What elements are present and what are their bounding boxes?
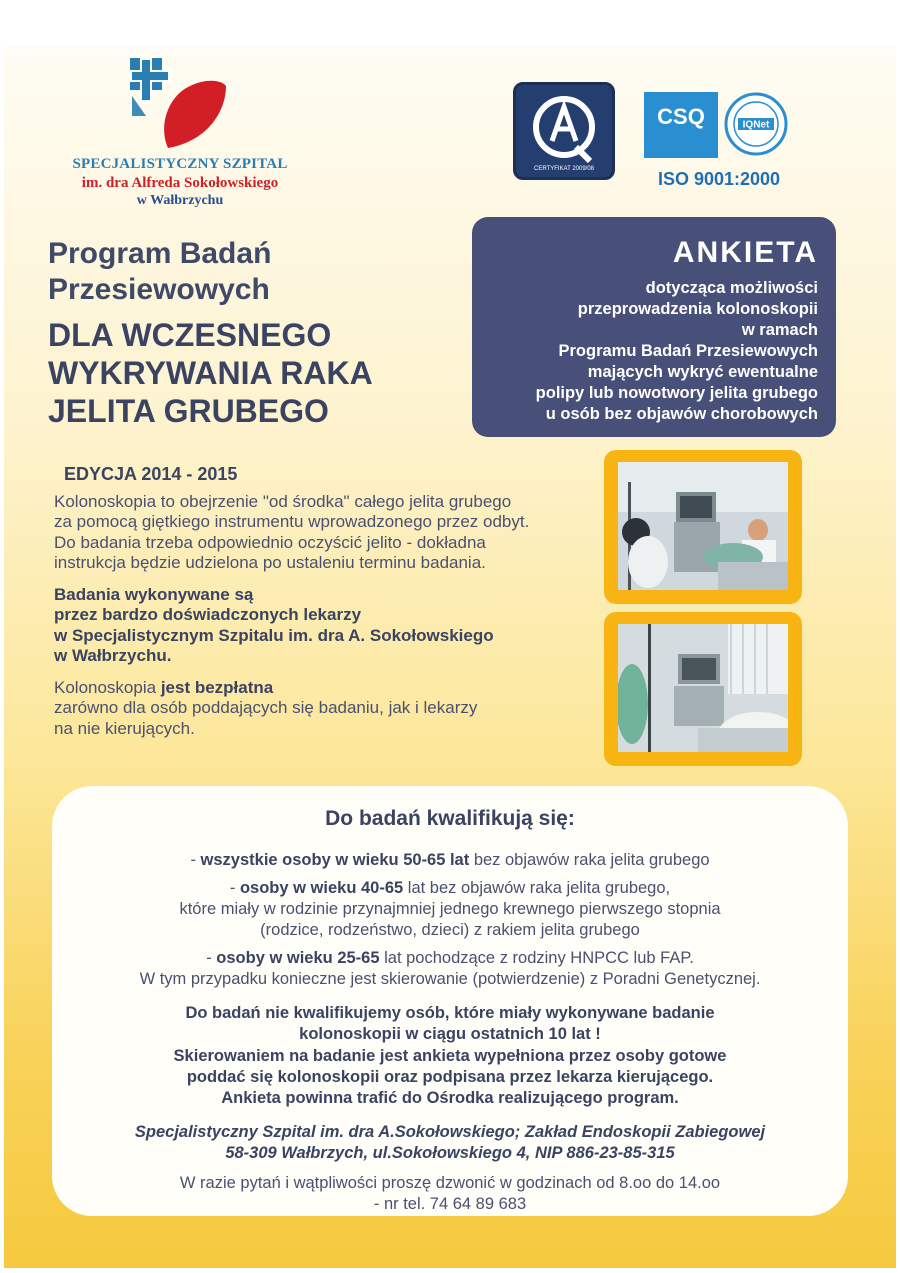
- title-line-2: Przesiewowych: [48, 273, 270, 306]
- item-bold: osoby w wieku 25-65: [216, 949, 380, 967]
- survey-description: [472, 278, 818, 425]
- hospital-city: w Wałbrzychu: [136, 193, 224, 208]
- qualification-item-line: które miały w rodzinie przynajmniej jednego krewnego pierwszego stopnia: [179, 900, 721, 918]
- title-line-5: JELITA GRUBEGO: [48, 393, 329, 429]
- contact-phone: - nr tel. 74 64 89 683: [373, 1195, 527, 1213]
- note-line: Do badań nie kwalifikujemy osób, które miały wykonywane badanie: [185, 1004, 715, 1022]
- item-text: lat pochodzące z rodziny HNPCC lub FAP.: [379, 949, 694, 967]
- description-line: Kolonoskopia to obejrzenie "od środka" całego jelita grubego: [54, 492, 512, 511]
- photo-image: [618, 462, 788, 590]
- survey-line: mających wykryć ewentualne: [587, 363, 818, 381]
- iso-label: ISO 9001:2000: [657, 169, 781, 189]
- survey-line: polipy lub nowotwory jelita grubego: [535, 384, 818, 402]
- title-line-1: Program Badań: [48, 237, 272, 270]
- address-line: Specjalistyczny Szpital im. dra A.Sokołowskiego; Zakład Endoskopii Zabiegowej: [134, 1123, 766, 1141]
- photo-endoscopy-room: [604, 450, 802, 604]
- doctors-line: Badania wykonywane są: [54, 585, 254, 604]
- note-line: poddać się kolonoskopii oraz podpisana przez lekarza kierującego.: [186, 1068, 714, 1086]
- qualification-title: Do badań kwalifikują się:: [325, 807, 575, 830]
- description-line: za pomocą giętkiego instrumentu wprowadzonego przez odbyt.: [54, 512, 530, 531]
- csq-label: CSQ: [657, 104, 705, 129]
- doctors-line: w Specjalistycznym Szpitalu im. dra A. Sokołowskiego: [54, 626, 494, 645]
- contact-line: W razie pytań i wątpliwości proszę dzwonić w godzinach od 8.oo do 14.oo: [179, 1174, 721, 1192]
- qualification-item-line: (rodzice, rodzeństwo, dzieci) z rakiem jelita grubego: [260, 921, 640, 939]
- note-line: kolonoskopii w ciągu ostatnich 10 lat !: [299, 1025, 601, 1043]
- doctors-line: w Wałbrzychu.: [54, 646, 172, 665]
- description-line: instrukcja będzie udzielona po ustaleniu terminu badania.: [54, 553, 486, 572]
- survey-title: ANKIETA: [672, 236, 818, 269]
- item-text: lat bez objawów raka jelita grubego,: [403, 879, 671, 897]
- certificate-label: CERTYFIKAT 2009/08: [533, 166, 595, 172]
- item-dash: -: [206, 949, 217, 967]
- survey-line: przeprowadzenia kolonoskopii: [577, 300, 818, 318]
- hospital-patron: im. dra Alfreda Sokołowskiego: [81, 175, 279, 191]
- survey-line: w ramach: [741, 321, 818, 339]
- iqnet-label: IQNet: [742, 119, 770, 131]
- free-line: [54, 678, 614, 699]
- item-dash: -: [190, 851, 201, 869]
- free-line: zarówno dla osób poddających się badaniu, jak i lekarzy: [54, 698, 478, 717]
- note-line: Skierowaniem na badanie jest ankieta wypełniona przez osoby gotowe: [173, 1047, 727, 1065]
- address-line: 58-309 Wałbrzych, ul.Sokołowskiego 4, NIP 886-23-85-315: [225, 1144, 675, 1162]
- description-line: Do badania trzeba odpowiednio oczyścić jelito - dokładna: [54, 533, 486, 552]
- qualification-item-line: W tym przypadku konieczne jest skierowanie (potwierdzenie) z Poradni Genetycznej.: [139, 970, 761, 988]
- note-line: Ankieta powinna trafić do Ośrodka realizującego program.: [221, 1089, 679, 1107]
- qualification-item: [52, 850, 848, 871]
- qualification-item: [52, 948, 848, 969]
- item-bold: wszystkie osoby w wieku 50-65 lat: [200, 851, 470, 869]
- hospital-name: SPECJALISTYCZNY SZPITAL: [72, 156, 288, 172]
- free-lead: Kolonoskopia: [54, 678, 161, 697]
- leaflet-page: [4, 46, 896, 1268]
- hospital-logo-icon: [128, 56, 228, 150]
- quality-q-icon: [516, 85, 612, 177]
- survey-line: u osób bez objawów chorobowych: [545, 405, 818, 423]
- qualification-item: [52, 878, 848, 899]
- title-line-4: WYKRYWANIA RAKA: [48, 355, 373, 391]
- free-line: na nie kierujących.: [54, 719, 195, 738]
- item-dash: -: [229, 879, 240, 897]
- photo-image: [618, 624, 788, 752]
- item-bold: osoby w wieku 40-65: [239, 879, 404, 897]
- edition-label: EDYCJA 2014 - 2015: [64, 464, 238, 484]
- item-text: bez objawów raka jelita grubego: [469, 851, 710, 869]
- photo-endoscopy-equipment: [604, 612, 802, 766]
- title-line-3: DLA WCZESNEGO: [48, 317, 332, 353]
- survey-line: Programu Badań Przesiewowych: [558, 342, 818, 360]
- doctors-line: przez bardzo doświadczonych lekarzy: [54, 605, 362, 624]
- free-bold: jest bezpłatna: [160, 678, 274, 697]
- survey-line: dotycząca możliwości: [645, 279, 818, 297]
- iqnet-badge-icon: [724, 92, 788, 156]
